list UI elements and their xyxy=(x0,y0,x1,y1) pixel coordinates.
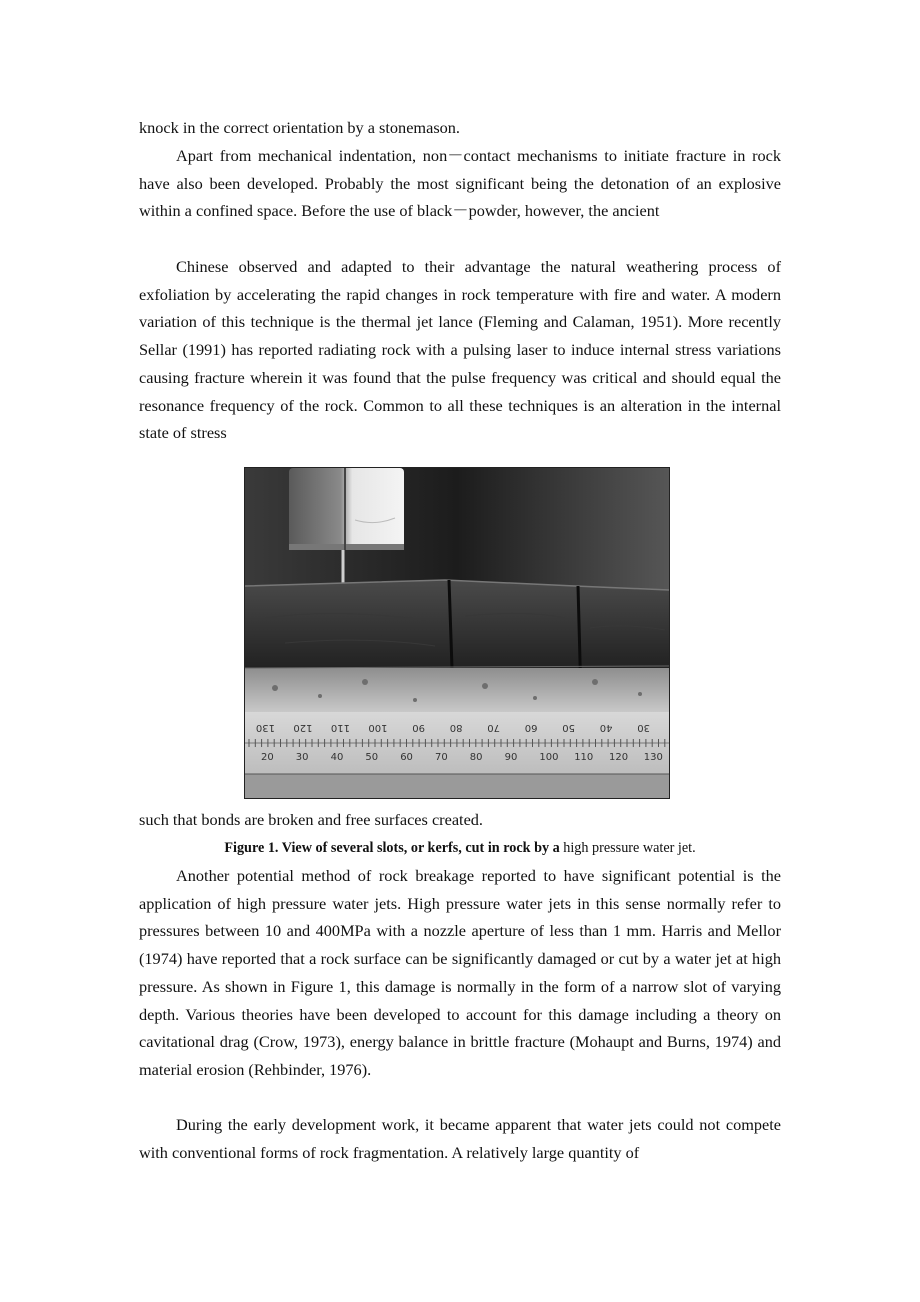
ruler-top-label: 80 xyxy=(449,722,463,733)
ruler-top-label: 50 xyxy=(562,722,575,733)
ruler-top-label: 60 xyxy=(524,722,538,733)
ruler-bottom-label: 40 xyxy=(330,752,344,763)
paragraph-1: knock in the correct orientation by a stonemason. xyxy=(139,118,461,137)
ruler-bottom-label: 120 xyxy=(609,752,629,763)
ruler-top-label: 70 xyxy=(487,722,500,733)
ruler-top-label: 110 xyxy=(330,722,350,733)
ruler-bottom-label: 110 xyxy=(574,752,594,763)
nozzle-block xyxy=(289,468,404,550)
figure-caption xyxy=(139,838,781,858)
caption-regular-part: high pressure water jet. xyxy=(559,840,696,856)
ruler-top-label: 100 xyxy=(368,722,388,733)
rock-kerf-photo xyxy=(245,468,669,798)
ruler-top-label: 120 xyxy=(293,722,313,733)
ruler-top-label: 90 xyxy=(412,722,425,733)
ruler-bottom-label: 90 xyxy=(504,752,518,763)
caption-bold-part: Figure 1. View of several slots, or kerfs, cut in rock by a xyxy=(224,840,560,856)
paragraph-6: During the early development work, it became apparent that water jets could not compete with conventional forms of rock fragmentation. A relatively large quantity of xyxy=(139,1115,781,1162)
ruler xyxy=(245,712,669,774)
paragraph-3: Chinese observed and adapted to their advantage the natural weathering process of exfoliation by accelerating the rapid changes in rock temperature with fire and water. A modern variation of this technique is the thermal jet lance (Fleming and Calaman, 1951). More recently Sellar (1991) has reported radiating rock with a pulsing laser to induce internal stress variations causing fracture wherein it was found that the pulse frequency was critical and should equal the resonance frequency of the rock. Common to all these techniques is an alteration in the internal state of stress xyxy=(139,257,781,443)
ruler-bottom-label: 30 xyxy=(295,752,309,763)
ruler-bottom-label: 80 xyxy=(469,752,483,763)
ruler-bottom-label: 130 xyxy=(643,752,663,763)
ruler-bottom-label: 60 xyxy=(400,752,413,763)
ruler-bottom-label: 20 xyxy=(261,752,274,763)
paragraph-5: Another potential method of rock breakage reported to have significant potential is the application of high pressure water jets. High pressure water jets in this sense normally refer to pressures between 10 and 400MPa with a nozzle aperture of less than 1 mm. Harris and Mellor (1974) have reported that a rock surface can be significantly damaged or cut by a water jet at high pressure. As shown in Figure 1, this damage is normally in the form of a narrow slot of varying depth. Various theories have been developed to account for this damage including a theory on cavitational drag (Crow, 1973), energy balance in brittle fracture (Mohaupt and Burns, 1974) and material erosion (Rehbinder, 1976). xyxy=(139,866,781,1079)
ruler-top-label: 130 xyxy=(255,722,275,733)
ruler-top-label: 40 xyxy=(599,722,613,733)
ruler-top-label: 30 xyxy=(637,722,650,733)
ruler-bottom-label: 50 xyxy=(365,752,379,763)
ruler-bottom-label: 70 xyxy=(435,752,448,763)
paragraph-4: such that bonds are broken and free surfaces created. xyxy=(139,810,484,829)
figure-1-photo xyxy=(244,467,670,799)
ruler-bottom-label: 100 xyxy=(539,752,559,763)
paragraph-2: Apart from mechanical indentation, non－contact mechanisms to initiate fracture in rock have also been developed. Probably the most significant being the detonation of an explosive within a confined space. Before the use of black－powder, however, the ancient xyxy=(139,146,781,221)
